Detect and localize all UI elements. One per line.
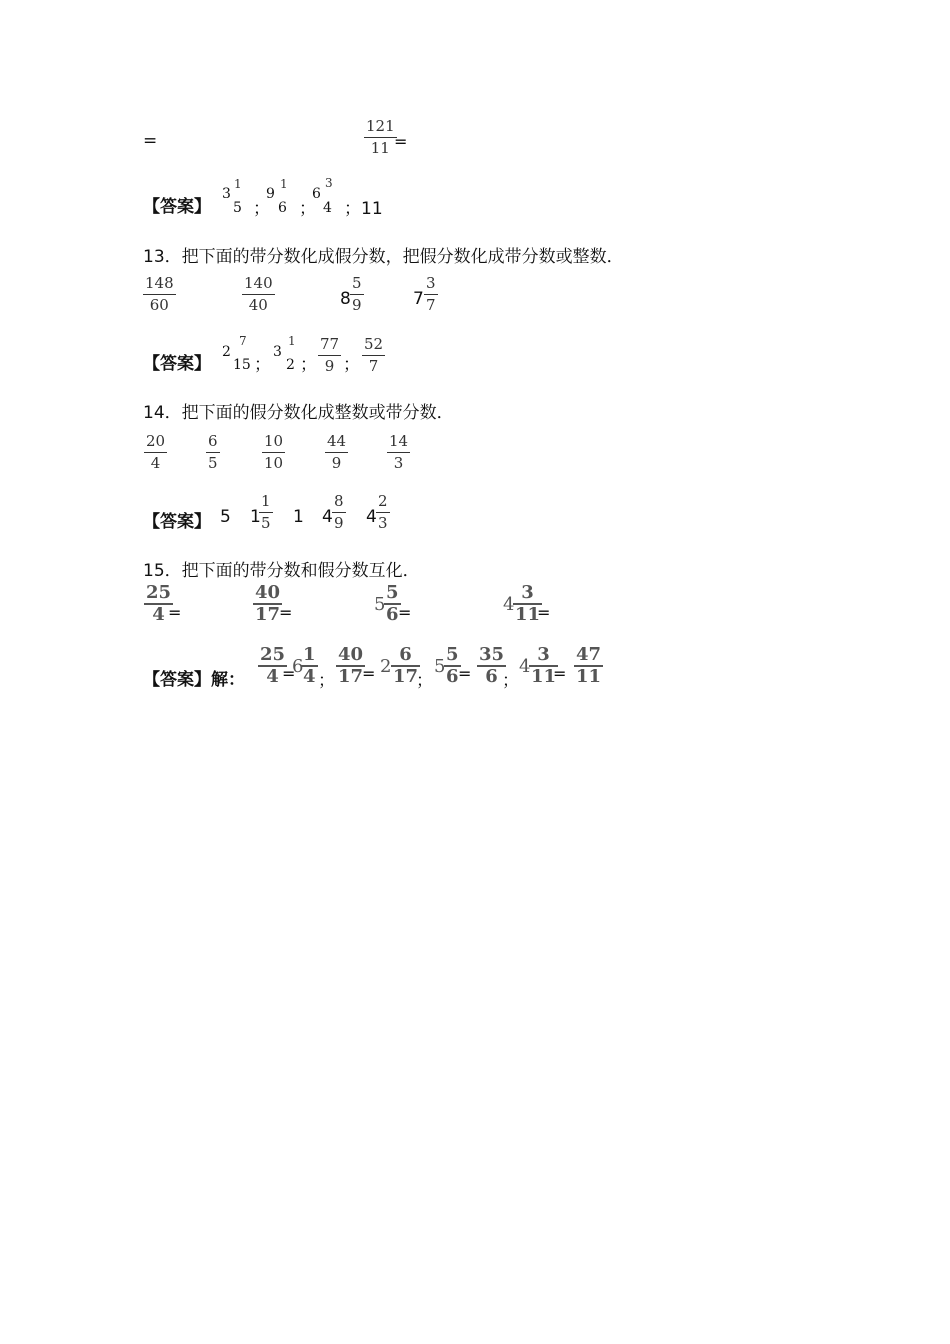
question-13-title: 13．把下面的带分数化成假分数，把假分数化成带分数或整数．	[143, 247, 624, 267]
mixed-whole: 5	[434, 656, 446, 677]
fraction	[350, 276, 364, 313]
equals-sign: =	[282, 664, 296, 683]
mixed-whole: 5	[374, 594, 386, 615]
numerator: 52	[364, 335, 384, 353]
numerator: 8	[334, 492, 344, 510]
equals-sign: =	[394, 132, 408, 151]
question-15-title: 15．把下面的带分数和假分数互化．	[143, 561, 420, 581]
numerator: 140	[244, 274, 273, 292]
fraction	[574, 646, 603, 686]
mixed-whole: 6	[312, 186, 321, 202]
equals-sign: =	[553, 664, 567, 683]
fraction	[336, 646, 365, 686]
numerator: 6	[208, 432, 218, 450]
fraction	[362, 337, 385, 374]
fraction	[325, 434, 348, 471]
numerator: 121	[366, 117, 395, 135]
numerator: 5	[386, 582, 399, 603]
numerator: 40	[338, 644, 364, 665]
mixed-whole: 3	[222, 186, 231, 202]
mixed-denominator: 5	[233, 200, 242, 216]
denominator: 11	[515, 604, 541, 625]
equals-sign: =	[398, 603, 412, 622]
mixed-whole: 2	[380, 656, 392, 677]
denominator: 4	[150, 454, 161, 472]
separator: ；	[343, 355, 360, 375]
fraction-121-11	[364, 119, 397, 156]
numerator: 10	[264, 432, 284, 450]
denominator: 4	[152, 604, 165, 625]
mixed-whole: 8	[340, 289, 351, 309]
mixed-numerator: 1	[288, 334, 296, 348]
denominator: 11	[576, 666, 602, 687]
numerator: 25	[260, 644, 286, 665]
fraction	[387, 434, 410, 471]
equals-sign: =	[143, 131, 158, 151]
fraction	[318, 337, 341, 374]
separator: ；	[300, 355, 317, 375]
equals-sign: =	[279, 603, 293, 622]
separator: ；	[502, 671, 519, 691]
numerator: 35	[479, 644, 505, 665]
fraction	[301, 646, 318, 686]
denominator: 6	[446, 666, 459, 687]
numerator: 2	[378, 492, 388, 510]
mixed-whole: 9	[266, 186, 275, 202]
mixed-denominator: 15	[233, 357, 251, 373]
mixed-whole: 4	[322, 507, 333, 527]
numerator: 1	[261, 492, 271, 510]
mixed-numerator: 1	[234, 177, 242, 191]
separator: ；	[254, 355, 271, 375]
answer-label: 【答案】	[143, 197, 211, 217]
denominator: 11	[370, 139, 390, 157]
numerator: 3	[521, 582, 534, 603]
fraction	[206, 434, 220, 471]
fraction	[262, 434, 285, 471]
numerator: 14	[389, 432, 409, 450]
denominator: 7	[426, 296, 436, 314]
numerator: 3	[426, 274, 436, 292]
denominator: 4	[266, 666, 279, 687]
separator: ；11	[344, 199, 383, 219]
equals-sign: =	[537, 603, 551, 622]
separator: ；	[299, 199, 316, 219]
denominator: 40	[248, 296, 268, 314]
fraction	[332, 494, 346, 531]
numerator: 3	[537, 644, 550, 665]
numerator: 1	[303, 644, 316, 665]
numerator: 5	[352, 274, 362, 292]
numerator: 44	[327, 432, 347, 450]
answer-value: 1	[293, 507, 304, 527]
numerator: 20	[146, 432, 166, 450]
mixed-whole: 7	[413, 289, 424, 309]
denominator: 7	[368, 357, 379, 375]
denominator: 3	[378, 514, 388, 532]
denominator: 5	[261, 514, 271, 532]
numerator: 25	[146, 582, 172, 603]
denominator: 6	[386, 604, 399, 625]
denominator: 6	[485, 666, 498, 687]
numerator: 6	[399, 644, 412, 665]
numerator: 47	[576, 644, 602, 665]
equals-sign: =	[168, 603, 182, 622]
question-14-title: 14．把下面的假分数化成整数或带分数．	[143, 403, 454, 423]
answer-label: 【答案】	[143, 512, 211, 532]
denominator: 9	[331, 454, 342, 472]
mixed-whole: 1	[250, 507, 261, 527]
denominator: 17	[393, 666, 419, 687]
numerator: 148	[145, 274, 174, 292]
denominator: 60	[149, 296, 169, 314]
mixed-whole: 6	[292, 656, 304, 677]
denominator: 5	[208, 454, 218, 472]
answer-value: 5	[220, 507, 231, 527]
fraction	[259, 494, 273, 531]
denominator: 9	[334, 514, 344, 532]
denominator: 10	[264, 454, 284, 472]
fraction	[143, 276, 176, 313]
answer-label: 【答案】	[143, 354, 211, 374]
mixed-denominator: 6	[278, 200, 287, 216]
denominator: 17	[255, 604, 281, 625]
mixed-whole: 4	[366, 507, 377, 527]
separator: ；	[253, 199, 270, 219]
denominator: 9	[324, 357, 335, 375]
denominator: 17	[338, 666, 364, 687]
numerator: 40	[255, 582, 281, 603]
mixed-numerator: 7	[239, 334, 247, 348]
denominator: 9	[352, 296, 362, 314]
denominator: 3	[393, 454, 404, 472]
answer-label: 【答案】解：	[143, 670, 245, 690]
denominator: 11	[531, 666, 557, 687]
separator: ；	[416, 671, 433, 691]
fraction	[242, 276, 275, 313]
mixed-whole: 2	[222, 344, 231, 360]
fraction	[376, 494, 390, 531]
mixed-numerator: 3	[325, 176, 333, 190]
mixed-whole: 4	[519, 656, 531, 677]
equals-sign: =	[362, 664, 376, 683]
fraction	[144, 434, 167, 471]
fraction	[424, 276, 438, 313]
numerator: 5	[446, 644, 459, 665]
equals-sign: =	[458, 664, 472, 683]
mixed-whole: 4	[503, 594, 515, 615]
numerator: 77	[320, 335, 340, 353]
denominator: 4	[303, 666, 316, 687]
separator: ；	[318, 671, 335, 691]
mixed-denominator: 4	[323, 200, 332, 216]
mixed-denominator: 2	[286, 357, 295, 373]
mixed-numerator: 1	[280, 177, 288, 191]
mixed-whole: 3	[273, 344, 282, 360]
fraction	[253, 584, 282, 624]
